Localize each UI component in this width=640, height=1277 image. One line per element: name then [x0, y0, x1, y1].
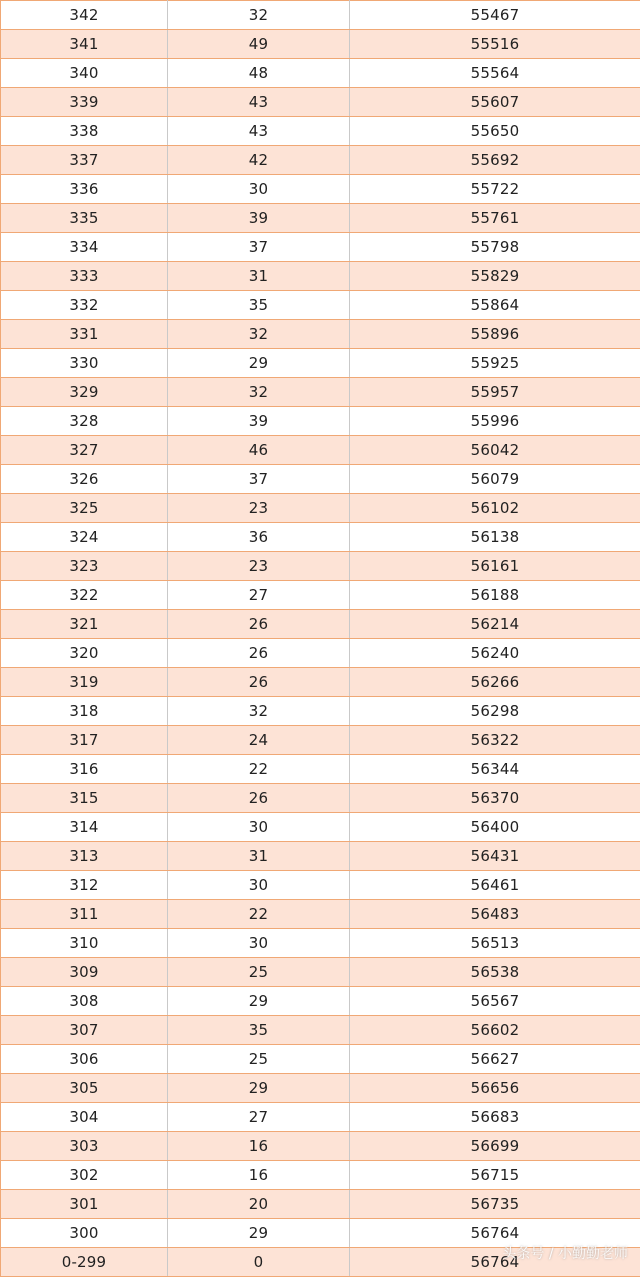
- count-cell: 24: [168, 726, 350, 755]
- count-cell: 43: [168, 117, 350, 146]
- cumulative-cell: 56656: [350, 1074, 640, 1103]
- score-cell: 306: [1, 1045, 168, 1074]
- score-cell: 300: [1, 1219, 168, 1248]
- cumulative-cell: 55761: [350, 204, 640, 233]
- score-cell: 328: [1, 407, 168, 436]
- score-cell: 304: [1, 1103, 168, 1132]
- count-cell: 27: [168, 581, 350, 610]
- count-cell: 43: [168, 88, 350, 117]
- score-cell: 311: [1, 900, 168, 929]
- cumulative-cell: 55607: [350, 88, 640, 117]
- table-row: [1, 378, 640, 407]
- count-cell: 29: [168, 349, 350, 378]
- count-cell: 31: [168, 262, 350, 291]
- table-row: [1, 175, 640, 204]
- count-cell: 36: [168, 523, 350, 552]
- table-row: [1, 639, 640, 668]
- table-row: [1, 1074, 640, 1103]
- score-cell: 334: [1, 233, 168, 262]
- table-row: [1, 784, 640, 813]
- count-cell: 32: [168, 378, 350, 407]
- cumulative-cell: 56102: [350, 494, 640, 523]
- cumulative-cell: 56567: [350, 987, 640, 1016]
- table-row: [1, 958, 640, 987]
- cumulative-cell: 55564: [350, 59, 640, 88]
- table-row: [1, 871, 640, 900]
- cumulative-cell: 56683: [350, 1103, 640, 1132]
- score-cell: 316: [1, 755, 168, 784]
- count-cell: 22: [168, 755, 350, 784]
- table-row: [1, 1161, 640, 1190]
- cumulative-cell: 56431: [350, 842, 640, 871]
- count-cell: 37: [168, 465, 350, 494]
- score-cell: 339: [1, 88, 168, 117]
- table-row: [1, 1103, 640, 1132]
- count-cell: 16: [168, 1132, 350, 1161]
- score-cell: 332: [1, 291, 168, 320]
- count-cell: 39: [168, 204, 350, 233]
- table-row: [1, 88, 640, 117]
- table-row: [1, 900, 640, 929]
- table-row: [1, 697, 640, 726]
- cumulative-cell: 55896: [350, 320, 640, 349]
- cumulative-cell: 56764: [350, 1248, 640, 1277]
- cumulative-cell: 55957: [350, 378, 640, 407]
- count-cell: 35: [168, 1016, 350, 1045]
- score-cell: 310: [1, 929, 168, 958]
- score-cell: 325: [1, 494, 168, 523]
- table-row: [1, 668, 640, 697]
- score-cell: 323: [1, 552, 168, 581]
- table-row: [1, 987, 640, 1016]
- table-row: [1, 204, 640, 233]
- score-cell: 318: [1, 697, 168, 726]
- count-cell: 35: [168, 291, 350, 320]
- table-row: [1, 552, 640, 581]
- score-cell: 333: [1, 262, 168, 291]
- count-cell: 48: [168, 59, 350, 88]
- count-cell: 26: [168, 784, 350, 813]
- table-row: [1, 117, 640, 146]
- count-cell: 49: [168, 30, 350, 59]
- table-row: [1, 1, 640, 30]
- count-cell: 29: [168, 1074, 350, 1103]
- count-cell: 26: [168, 639, 350, 668]
- score-cell: 317: [1, 726, 168, 755]
- cumulative-cell: 56322: [350, 726, 640, 755]
- score-cell: 338: [1, 117, 168, 146]
- score-cell: 336: [1, 175, 168, 204]
- score-cell: 308: [1, 987, 168, 1016]
- score-cell: 305: [1, 1074, 168, 1103]
- table-row: [1, 436, 640, 465]
- table-row: [1, 465, 640, 494]
- count-cell: 30: [168, 175, 350, 204]
- cumulative-cell: 56370: [350, 784, 640, 813]
- score-cell: 303: [1, 1132, 168, 1161]
- table-body: [1, 1, 640, 1277]
- score-cell: 312: [1, 871, 168, 900]
- table-row: [1, 59, 640, 88]
- cumulative-cell: 55996: [350, 407, 640, 436]
- score-cell: 327: [1, 436, 168, 465]
- score-cell: 330: [1, 349, 168, 378]
- cumulative-cell: 56298: [350, 697, 640, 726]
- cumulative-cell: 55722: [350, 175, 640, 204]
- cumulative-cell: 56400: [350, 813, 640, 842]
- score-cell: 340: [1, 59, 168, 88]
- score-cell: 322: [1, 581, 168, 610]
- cumulative-cell: 56764: [350, 1219, 640, 1248]
- score-cell: 326: [1, 465, 168, 494]
- score-cell: 341: [1, 30, 168, 59]
- table-row: [1, 523, 640, 552]
- table-row: [1, 726, 640, 755]
- score-cell: 335: [1, 204, 168, 233]
- cumulative-cell: 56699: [350, 1132, 640, 1161]
- score-cell: 331: [1, 320, 168, 349]
- table-row: [1, 291, 640, 320]
- count-cell: 25: [168, 958, 350, 987]
- cumulative-cell: 56538: [350, 958, 640, 987]
- score-cell: 301: [1, 1190, 168, 1219]
- count-cell: 23: [168, 494, 350, 523]
- score-cell: 321: [1, 610, 168, 639]
- cumulative-cell: 56513: [350, 929, 640, 958]
- table-row: [1, 320, 640, 349]
- count-cell: 20: [168, 1190, 350, 1219]
- score-cell: 0-299: [1, 1248, 168, 1277]
- cumulative-cell: 56042: [350, 436, 640, 465]
- table-row: [1, 407, 640, 436]
- score-cell: 309: [1, 958, 168, 987]
- count-cell: 29: [168, 1219, 350, 1248]
- cumulative-cell: 55829: [350, 262, 640, 291]
- count-cell: 26: [168, 668, 350, 697]
- score-cell: 315: [1, 784, 168, 813]
- count-cell: 22: [168, 900, 350, 929]
- cumulative-cell: 56627: [350, 1045, 640, 1074]
- score-cell: 329: [1, 378, 168, 407]
- table-row: [1, 929, 640, 958]
- count-cell: 30: [168, 929, 350, 958]
- count-cell: 27: [168, 1103, 350, 1132]
- watermark: 头条号 / 小勤勤老师: [502, 1243, 628, 1263]
- cumulative-cell: 56161: [350, 552, 640, 581]
- cumulative-cell: 56715: [350, 1161, 640, 1190]
- cumulative-cell: 56079: [350, 465, 640, 494]
- table-row: [1, 610, 640, 639]
- cumulative-cell: 55692: [350, 146, 640, 175]
- table-row: [1, 262, 640, 291]
- cumulative-cell: 56602: [350, 1016, 640, 1045]
- score-cell: 319: [1, 668, 168, 697]
- cumulative-cell: 56735: [350, 1190, 640, 1219]
- count-cell: 32: [168, 697, 350, 726]
- cumulative-cell: 55650: [350, 117, 640, 146]
- cumulative-cell: 56483: [350, 900, 640, 929]
- cumulative-cell: 56214: [350, 610, 640, 639]
- table-row: [1, 30, 640, 59]
- count-cell: 23: [168, 552, 350, 581]
- cumulative-cell: 56240: [350, 639, 640, 668]
- count-cell: 42: [168, 146, 350, 175]
- count-cell: 39: [168, 407, 350, 436]
- table-row: [1, 1132, 640, 1161]
- cumulative-cell: 56266: [350, 668, 640, 697]
- cumulative-cell: 56138: [350, 523, 640, 552]
- score-cell: 320: [1, 639, 168, 668]
- count-cell: 30: [168, 871, 350, 900]
- count-cell: 0: [168, 1248, 350, 1277]
- score-cell: 307: [1, 1016, 168, 1045]
- table-row: [1, 349, 640, 378]
- count-cell: 32: [168, 1, 350, 30]
- count-cell: 31: [168, 842, 350, 871]
- count-cell: 16: [168, 1161, 350, 1190]
- cumulative-cell: 56344: [350, 755, 640, 784]
- table-row: [1, 581, 640, 610]
- table-row: [1, 1045, 640, 1074]
- count-cell: 26: [168, 610, 350, 639]
- score-cell: 314: [1, 813, 168, 842]
- table-row: [1, 755, 640, 784]
- score-cell: 342: [1, 1, 168, 30]
- count-cell: 30: [168, 813, 350, 842]
- score-cell: 337: [1, 146, 168, 175]
- cumulative-cell: 55516: [350, 30, 640, 59]
- cumulative-cell: 55925: [350, 349, 640, 378]
- count-cell: 25: [168, 1045, 350, 1074]
- table-row: [1, 233, 640, 262]
- count-cell: 32: [168, 320, 350, 349]
- count-cell: 37: [168, 233, 350, 262]
- cumulative-cell: 56461: [350, 871, 640, 900]
- score-cell: 302: [1, 1161, 168, 1190]
- table-row: [1, 146, 640, 175]
- table-row: [1, 813, 640, 842]
- cumulative-cell: 55467: [350, 1, 640, 30]
- table-row: [1, 842, 640, 871]
- count-cell: 29: [168, 987, 350, 1016]
- count-cell: 46: [168, 436, 350, 465]
- cumulative-cell: 55798: [350, 233, 640, 262]
- cumulative-cell: 55864: [350, 291, 640, 320]
- cumulative-cell: 56188: [350, 581, 640, 610]
- score-cell: 324: [1, 523, 168, 552]
- table-row: [1, 1016, 640, 1045]
- table-row: [1, 494, 640, 523]
- table-row: [1, 1190, 640, 1219]
- score-cell: 313: [1, 842, 168, 871]
